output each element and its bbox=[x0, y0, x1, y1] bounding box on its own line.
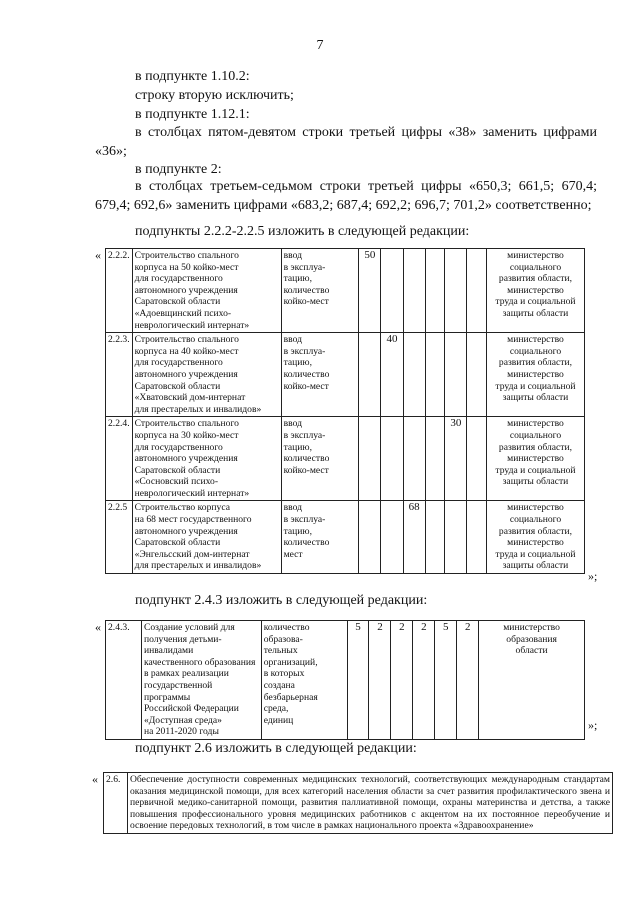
value-cell bbox=[467, 501, 487, 574]
cell-line: министерство bbox=[507, 284, 564, 296]
cell-line: качественного образования bbox=[143, 656, 256, 668]
cell-line: труда и социальной bbox=[495, 296, 576, 308]
open-quote: « bbox=[92, 772, 98, 786]
cell-line: министерство bbox=[507, 537, 564, 549]
cell-line: среда, bbox=[263, 703, 289, 715]
cell-line: Саратовской области bbox=[134, 464, 221, 476]
cell-line: для престарелых и инвалидов» bbox=[134, 560, 262, 572]
value-cell bbox=[359, 501, 381, 574]
cell-line: развития области, bbox=[498, 441, 573, 453]
cell-line: на 68 мест государственного bbox=[134, 514, 252, 526]
cell-line: Строительство спального bbox=[134, 250, 239, 261]
value-cell bbox=[425, 501, 445, 574]
cell-line: койко-мест bbox=[283, 380, 329, 392]
text-line: подпункты 2.2.2-2.2.5 изложить в следующей редакции: bbox=[135, 224, 470, 239]
cell-line: Строительство спального bbox=[134, 334, 239, 346]
cell-line: количество bbox=[283, 453, 330, 465]
cell-line: получения детьми-инвалидами bbox=[143, 633, 222, 657]
cell-line: на 2011-2020 годы bbox=[143, 726, 219, 738]
cell-line: труда и социальной bbox=[495, 548, 576, 560]
value-cell: 5 bbox=[435, 621, 457, 740]
cell-line: Саратовской области bbox=[134, 380, 221, 392]
close-quote: »; bbox=[588, 569, 598, 583]
value-cell bbox=[445, 501, 467, 574]
text-line: в подпункте 2: bbox=[135, 162, 222, 177]
cell-line: министерство bbox=[507, 453, 564, 465]
row-unit bbox=[281, 501, 359, 574]
row-unit bbox=[261, 621, 347, 740]
cell-line: безбарьерная bbox=[263, 691, 318, 703]
cell-line: Саратовской области bbox=[134, 296, 221, 308]
cell-line: «Сосновский психо- bbox=[134, 476, 219, 488]
table-row bbox=[106, 249, 585, 333]
text-paragraph: в столбцах третьем-седьмом строки третьей цифры «650,3; 661,5; 670,4; 679,4; 692,6» заменить цифрами «683,2; 687,4; 692,2; 696,7; 701,2» соответственно; bbox=[95, 179, 597, 213]
cell-line: в эксплуа- bbox=[283, 429, 326, 441]
cell-line: министерство bbox=[507, 502, 564, 514]
row-unit bbox=[281, 417, 359, 501]
cell-line: развития области, bbox=[498, 525, 573, 537]
cell-line: ввод bbox=[283, 502, 302, 514]
cell-line: министерство bbox=[507, 368, 564, 380]
value-cell bbox=[445, 333, 467, 417]
cell-line: Российской Федерации bbox=[143, 703, 239, 715]
cell-line: создана bbox=[263, 679, 295, 691]
cell-line: в которых bbox=[263, 668, 305, 680]
cell-line: количество bbox=[283, 537, 330, 549]
table-row bbox=[106, 621, 585, 740]
value-cell: 2 bbox=[369, 621, 391, 740]
cell-line: государственной программы bbox=[143, 679, 213, 703]
value-cell bbox=[425, 249, 445, 333]
cell-line: количество bbox=[263, 622, 310, 633]
cell-line: тацию, bbox=[283, 357, 312, 369]
cell-line: единиц bbox=[263, 714, 294, 726]
cell-line: труда и социальной bbox=[495, 380, 576, 392]
cell-line: для государственного bbox=[134, 273, 223, 285]
row-name bbox=[132, 417, 281, 501]
value-cell bbox=[425, 417, 445, 501]
subprogram-table-2-2 bbox=[105, 248, 585, 574]
row-name bbox=[132, 501, 281, 574]
cell-line: в эксплуа- bbox=[283, 345, 326, 357]
cell-line: ввод bbox=[283, 418, 302, 430]
cell-line: развития области, bbox=[498, 357, 573, 369]
value-cell bbox=[403, 333, 425, 417]
value-cell bbox=[359, 417, 381, 501]
value-cell bbox=[467, 249, 487, 333]
subprogram-table-2-6 bbox=[103, 772, 613, 834]
row-unit bbox=[281, 333, 359, 417]
cell-line: в эксплуа- bbox=[283, 261, 326, 273]
cell-line: труда и социальной bbox=[495, 464, 576, 476]
cell-line: неврологический интернат» bbox=[134, 319, 250, 331]
row-unit bbox=[281, 249, 359, 333]
value-cell: 2 bbox=[391, 621, 413, 740]
cell-line: койко-мест bbox=[283, 464, 329, 476]
cell-line: защиты области bbox=[502, 392, 569, 404]
row-number: 2.2.3. bbox=[106, 333, 133, 417]
text-line: подпункт 2.4.3 изложить в следующей редакции: bbox=[135, 593, 428, 608]
value-cell bbox=[403, 249, 425, 333]
value-cell: 2 bbox=[457, 621, 479, 740]
text-line: в подпункте 1.10.2: bbox=[135, 69, 250, 84]
cell-line: койко-мест bbox=[283, 296, 329, 308]
row-responsible bbox=[486, 333, 584, 417]
subprogram-table-2-4-3 bbox=[105, 620, 585, 740]
cell-line: ввод bbox=[283, 250, 302, 261]
close-quote: »; bbox=[588, 718, 598, 732]
open-quote: « bbox=[95, 620, 101, 634]
table-row bbox=[104, 773, 613, 834]
cell-line: «Хватовский дом-интернат bbox=[134, 392, 246, 404]
value-cell bbox=[445, 249, 467, 333]
row-text: Обеспечение доступности современных медицинских технологий, соответствующих международным стандартам оказания медицинской помощи, для всех категорий населения области за счет развития профилактического звена и первичной медико-санитарной помощи, развития паллиативной помощи, охраны материнства и детства, а также повышения профессионального уровня медицинских работников с акцентом на их постоянное переобучение и освоение передовых технологий, в том числе в рамках национального проекта «Здравоохранение» bbox=[127, 773, 612, 834]
row-name bbox=[132, 249, 281, 333]
cell-line: количество bbox=[283, 284, 330, 296]
row-responsible bbox=[486, 417, 584, 501]
table-row bbox=[106, 501, 585, 574]
value-cell bbox=[467, 333, 487, 417]
cell-line: корпуса на 50 койко-мест bbox=[134, 261, 239, 273]
cell-line: развития области, bbox=[498, 273, 573, 285]
cell-line: корпуса на 40 койко-мест bbox=[134, 345, 239, 357]
row-number: 2.6. bbox=[104, 773, 128, 834]
cell-line: социального bbox=[509, 345, 562, 357]
value-cell bbox=[381, 501, 403, 574]
cell-line: мест bbox=[283, 548, 303, 560]
cell-line: защиты области bbox=[502, 560, 569, 572]
cell-line: министерство bbox=[503, 622, 560, 633]
row-number: 2.2.5 bbox=[106, 501, 133, 574]
value-cell: 2 bbox=[413, 621, 435, 740]
cell-line: социального bbox=[509, 429, 562, 441]
value-cell bbox=[403, 417, 425, 501]
cell-line: Саратовской области bbox=[134, 537, 221, 549]
value-cell: 40 bbox=[381, 333, 403, 417]
page-number: 7 bbox=[316, 38, 324, 53]
value-cell bbox=[381, 249, 403, 333]
row-number: 2.2.4. bbox=[106, 417, 133, 501]
cell-line: министерство bbox=[507, 418, 564, 430]
cell-line: автономного учреждения bbox=[134, 284, 238, 296]
value-cell: 68 bbox=[403, 501, 425, 574]
cell-line: защиты области bbox=[502, 476, 569, 488]
cell-line: министерство bbox=[507, 250, 564, 261]
value-cell bbox=[425, 333, 445, 417]
cell-line: социального bbox=[509, 514, 562, 526]
cell-line: образова- bbox=[263, 633, 303, 645]
text-line: в подпункте 1.12.1: bbox=[135, 107, 250, 122]
cell-line: для престарелых и инвалидов» bbox=[134, 403, 262, 415]
row-responsible bbox=[486, 249, 584, 333]
row-responsible bbox=[486, 501, 584, 574]
row-name bbox=[132, 333, 281, 417]
cell-line: в рамках реализации bbox=[143, 668, 229, 680]
value-cell bbox=[467, 417, 487, 501]
cell-line: неврологический интернат» bbox=[134, 487, 250, 499]
cell-line: автономного учреждения bbox=[134, 453, 238, 465]
cell-line: корпуса на 30 койко-мест bbox=[134, 429, 239, 441]
cell-line: области bbox=[515, 645, 548, 657]
row-number: 2.4.3. bbox=[106, 621, 142, 740]
row-number: 2.2.2. bbox=[106, 249, 133, 333]
table-row bbox=[106, 417, 585, 501]
open-quote: « bbox=[95, 248, 101, 262]
cell-line: ввод bbox=[283, 334, 302, 346]
cell-line: тельных bbox=[263, 645, 298, 657]
cell-line: министерство bbox=[507, 334, 564, 346]
value-cell: 5 bbox=[347, 621, 369, 740]
cell-line: тацию, bbox=[283, 525, 312, 537]
cell-line: Строительство корпуса bbox=[134, 502, 230, 514]
value-cell bbox=[381, 417, 403, 501]
cell-line: тацию, bbox=[283, 273, 312, 285]
cell-line: автономного учреждения bbox=[134, 525, 238, 537]
text-line: строку вторую исключить; bbox=[135, 88, 294, 103]
row-name bbox=[141, 621, 261, 740]
value-cell: 50 bbox=[359, 249, 381, 333]
cell-line: тацию, bbox=[283, 441, 312, 453]
cell-line: «Доступная среда» bbox=[143, 714, 222, 726]
cell-line: Строительство спального bbox=[134, 418, 239, 430]
cell-line: для государственного bbox=[134, 441, 223, 453]
cell-line: «Энгельсский дом-интернат bbox=[134, 548, 250, 560]
text-paragraph: в столбцах пятом-девятом строки третьей цифры «38» заменить цифрами «36»; bbox=[95, 125, 597, 159]
cell-line: количество bbox=[283, 368, 330, 380]
cell-line: автономного учреждения bbox=[134, 368, 238, 380]
cell-line: для государственного bbox=[134, 357, 223, 369]
cell-line: образования bbox=[506, 633, 557, 645]
cell-line: Создание условий для bbox=[143, 622, 235, 633]
text-line: подпункт 2.6 изложить в следующей редакции: bbox=[135, 741, 417, 756]
cell-line: организаций, bbox=[263, 656, 318, 668]
row-responsible bbox=[479, 621, 585, 740]
value-cell bbox=[359, 333, 381, 417]
cell-line: в эксплуа- bbox=[283, 514, 326, 526]
cell-line: защиты области bbox=[502, 307, 569, 319]
value-cell: 30 bbox=[445, 417, 467, 501]
table-row bbox=[106, 333, 585, 417]
cell-line: «Адоевщинский психо- bbox=[134, 307, 232, 319]
cell-line: социального bbox=[509, 261, 562, 273]
